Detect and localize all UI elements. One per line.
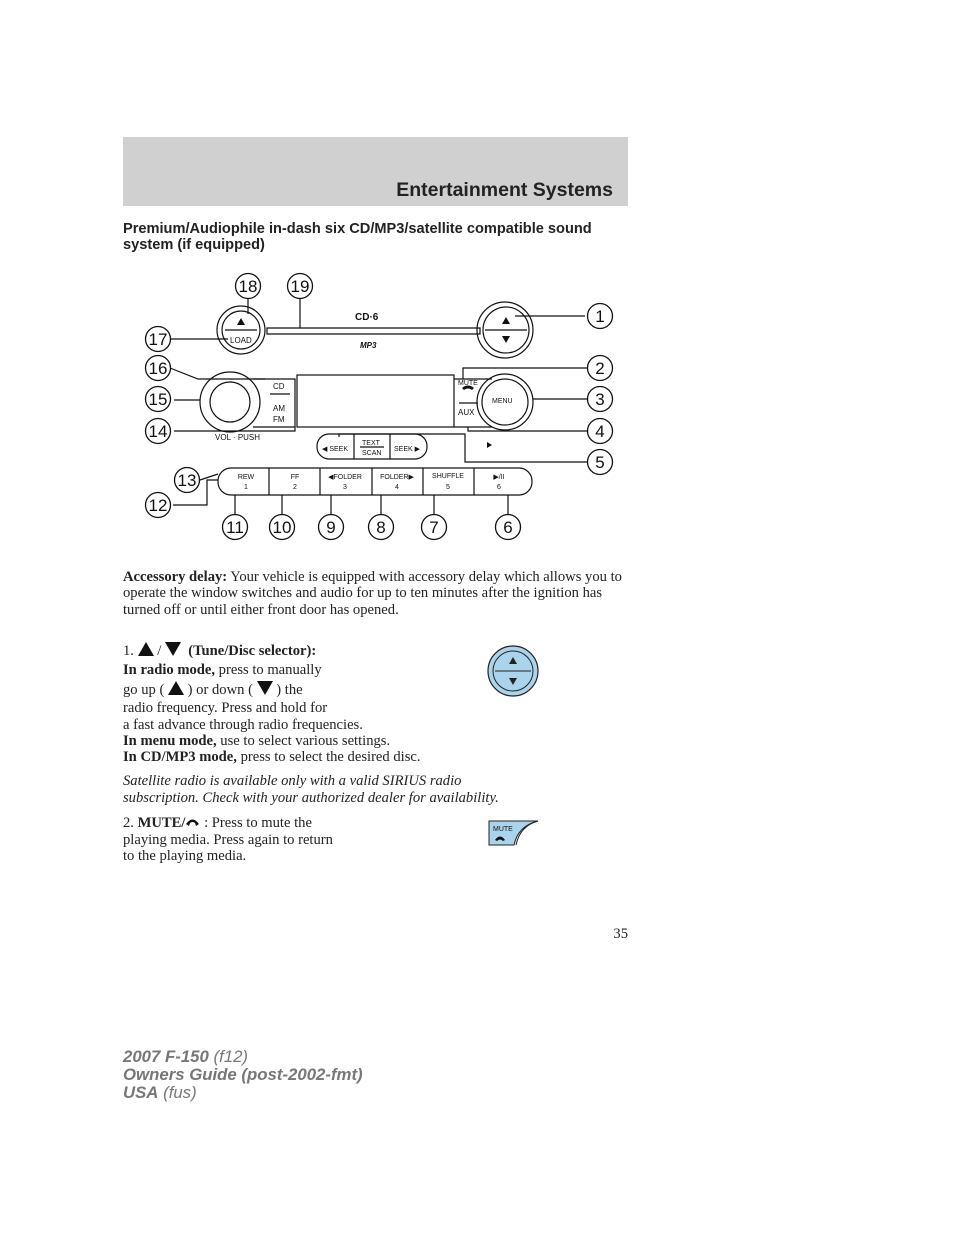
callout-number-17: 17 — [148, 330, 168, 349]
item-1-radio-line-b — [123, 681, 303, 698]
accessory-delay-body: Your vehicle is equipped with accessory delay which allows you to operate the window switches and audio for up to ten minutes after the ignition has turned off or until either front door has opened. — [123, 569, 622, 618]
page-number: 35 — [613, 926, 628, 942]
callout-number-10: 10 — [272, 518, 292, 537]
item-2-line-3: to the playing media. — [123, 848, 247, 864]
preset-5-num: 5 — [446, 484, 450, 491]
radio-mode-text-a: press to manually — [215, 662, 322, 678]
preset-6-num: 6 — [497, 484, 501, 491]
tune-selector-icon — [486, 644, 540, 698]
accessory-delay-lead: Accessory delay: — [123, 569, 228, 585]
callout-number-13: 13 — [177, 471, 197, 490]
callout-number-7: 7 — [429, 518, 439, 537]
preset-5-top: SHUFFLE — [432, 473, 464, 480]
callout-number-9: 9 — [326, 518, 336, 537]
footer-model-code: (f12) — [208, 1047, 249, 1066]
preset-4-num: 4 — [395, 484, 399, 491]
section-header-bar — [123, 137, 628, 206]
callout-number-4: 4 — [595, 422, 605, 441]
menu-mode-body: use to select various settings. — [216, 733, 391, 749]
callout-number-12: 12 — [148, 496, 168, 515]
section-title: Entertainment Systems — [396, 179, 613, 201]
preset-4-top: FOLDER▶ — [380, 474, 414, 481]
text-label: TEXT — [362, 440, 380, 447]
item-2-heading — [123, 815, 312, 831]
radio-mode-lead: In radio mode, — [123, 662, 216, 678]
item-1-heading — [123, 642, 316, 659]
phone-icon — [185, 817, 200, 827]
mute-label: MUTE — [458, 380, 478, 387]
callout-number-6: 6 — [503, 518, 513, 537]
cd6-label: CD·6 — [355, 312, 379, 323]
preset-1-top: REW — [237, 474, 255, 481]
item-1-title: (Tune/Disc selector): — [188, 643, 317, 659]
mute-icon-label: MUTE — [493, 826, 513, 833]
callout-number-8: 8 — [376, 518, 386, 537]
scan-label: SCAN — [362, 450, 382, 457]
radio-mode-text-b2: ) or down ( — [187, 682, 253, 698]
item-1-separator: / — [157, 643, 162, 659]
preset-2-num: 2 — [293, 484, 297, 491]
callout-number-3: 3 — [595, 390, 605, 409]
footer-market-code: (fus) — [158, 1083, 197, 1102]
cd-label: CD — [273, 382, 285, 391]
callout-number-15: 15 — [148, 390, 168, 409]
item-2-number: 2. — [123, 815, 134, 831]
radio-faceplate-diagram — [120, 262, 630, 554]
preset-buttons — [238, 473, 505, 491]
item-1-radio-line-c: radio frequency. Press and hold for — [123, 700, 328, 716]
mute-button-icon — [488, 818, 544, 848]
callout-number-16: 16 — [148, 359, 168, 378]
am-label: AM — [273, 404, 285, 413]
preset-6-top: ▶/II — [493, 474, 505, 481]
radio-mode-text-b1: go up ( — [123, 682, 165, 698]
callout-number-18: 18 — [238, 277, 258, 296]
tune-down-arrow-icon — [165, 642, 181, 656]
preset-2-top: FF — [290, 474, 300, 481]
callout-number-19: 19 — [290, 277, 310, 296]
item-1-number: 1. — [123, 643, 134, 659]
satellite-note-line-2: subscription. Check with your authorized dealer for availability. — [123, 790, 499, 806]
radio-mode-text-b3: ) the — [276, 682, 303, 698]
sub-heading: Premium/Audiophile in-dash six CD/MP3/satellite compatible sound system (if equipped) — [123, 221, 592, 253]
item-1-menu-mode — [123, 733, 390, 749]
load-label: LOAD — [230, 336, 252, 345]
cd-mode-body: press to select the desired disc. — [236, 749, 421, 765]
item-1-radio-line-a — [123, 662, 322, 678]
footer — [123, 1048, 363, 1102]
item-2-line-2: playing media. Press again to return — [123, 832, 333, 848]
vol-push-label: VOL · PUSH — [215, 433, 261, 442]
satellite-note-line-1: Satellite radio is available only with a valid SIRIUS radio — [123, 773, 462, 789]
mp3-label: MP3 — [360, 341, 377, 350]
seek-left-label: ◀ SEEK — [322, 446, 349, 453]
tune-up-arrow-icon — [138, 642, 154, 656]
callout-number-5: 5 — [595, 453, 605, 472]
item-2-title: MUTE/ — [137, 815, 186, 831]
preset-3-num: 3 — [343, 484, 347, 491]
up-arrow-icon — [168, 681, 184, 695]
fm-label: FM — [273, 415, 285, 424]
aux-label: AUX — [458, 408, 475, 417]
seek-right-label: SEEK ▶ — [394, 446, 421, 453]
accessory-delay-paragraph — [123, 569, 623, 618]
footer-model: 2007 F-150 — [123, 1047, 209, 1066]
callout-number-2: 2 — [595, 359, 605, 378]
callout-number-11: 11 — [226, 518, 244, 537]
menu-mode-lead: In menu mode, — [123, 733, 217, 749]
down-arrow-icon — [257, 681, 273, 695]
preset-3-top: ◀FOLDER — [328, 474, 362, 481]
footer-market: USA — [123, 1083, 159, 1102]
item-1-cd-mode — [123, 749, 421, 765]
preset-1-num: 1 — [244, 484, 248, 491]
item-1-radio-line-d: a fast advance through radio frequencies. — [123, 717, 363, 733]
item-2-line-1: : Press to mute the — [204, 815, 312, 831]
callout-number-1: 1 — [595, 307, 605, 326]
footer-guide-title: Owners Guide (post-2002-fmt) — [123, 1065, 363, 1084]
cd-mode-lead: In CD/MP3 mode, — [123, 749, 237, 765]
menu-label: MENU — [492, 398, 513, 405]
diagram-callouts — [146, 274, 613, 540]
callout-number-14: 14 — [148, 422, 168, 441]
